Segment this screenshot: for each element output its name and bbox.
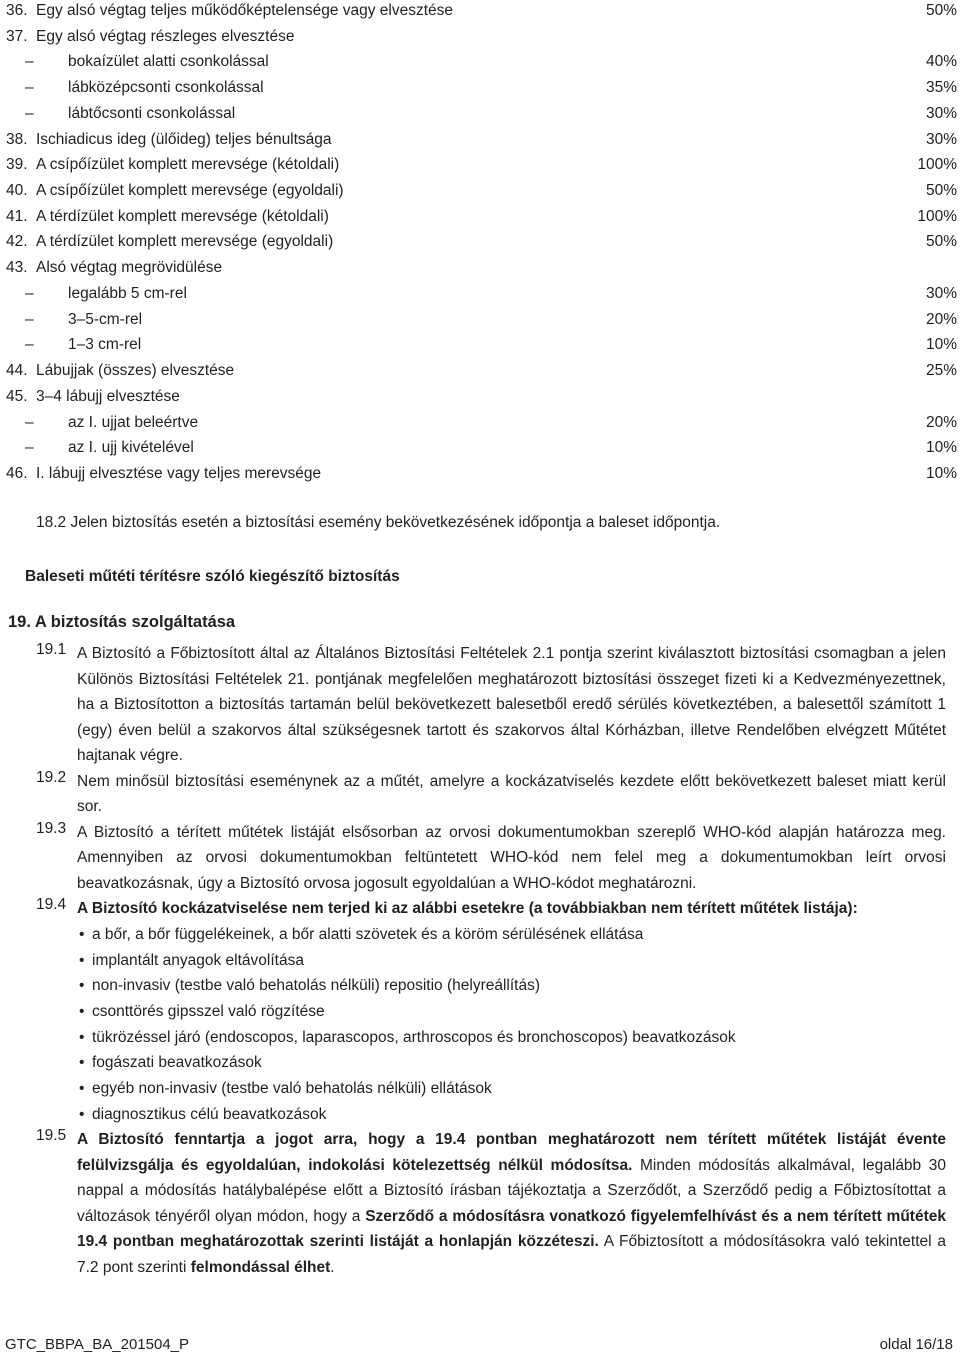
list-item — [6, 334, 960, 356]
item-text: lábtőcsonti csonkolással — [68, 104, 236, 122]
list-item — [6, 206, 960, 228]
clause-text: Nem minősül biztosítási eseménynek az a műtét, amelyre a kockázatviselés kezdete előtt bekövetkezett baleset miatt kerül sor. — [77, 772, 946, 815]
item-percentage: 40% — [925, 53, 957, 71]
clause-19-2 — [36, 769, 946, 820]
item-number: 44. — [6, 362, 28, 380]
item-number: 43. — [6, 259, 28, 277]
bullet-item — [36, 922, 936, 948]
bullet-dot-icon: • — [79, 1028, 85, 1046]
clause-number: 19.3 — [36, 819, 67, 837]
item-number: 38. — [6, 130, 28, 148]
item-text: A csípőízület komplett merevsége (kétoldali) — [36, 156, 340, 174]
bullet-text: a bőr, a bőr függelékeinek, a bőr alatti szövetek és a köröm sérülésének ellátása — [92, 926, 644, 943]
bullet-item — [36, 1050, 936, 1076]
item-number: 45. — [6, 387, 28, 405]
bullet-text: non-invasiv (testbe való behatolás nélküli) repositio (helyreállítás) — [92, 977, 541, 995]
page-footer — [5, 1336, 953, 1356]
bullet-text: tükrözéssel járó (endoscopos, laparascopos, arthroscopos és bronchoscopos) beavatkozások — [92, 1028, 736, 1046]
list-item — [6, 0, 960, 22]
bullet-item — [36, 999, 936, 1025]
dash-marker: – — [25, 310, 34, 328]
bold-text: felmondással élhet — [190, 1258, 331, 1276]
item-text: I. lábujj elvesztése vagy teljes merevsége — [36, 464, 322, 482]
bullet-text: implantált anyagok eltávolítása — [92, 951, 304, 969]
supplement-title: Baleseti műtéti térítésre szóló kiegészítő biztosítás — [25, 568, 400, 585]
list-item — [6, 129, 960, 151]
bullet-text: egyéb non-invasiv (testbe való behatolás nélküli) ellátások — [92, 1080, 492, 1098]
item-text: Egy alsó végtag teljes működőképtelensége vagy elvesztése — [36, 2, 454, 19]
item-percentage: 30% — [925, 130, 957, 148]
list-item — [6, 386, 960, 408]
bullet-item — [36, 948, 936, 974]
clause-text — [77, 1127, 946, 1280]
item-number: 39. — [6, 156, 28, 174]
exclusion-list — [36, 922, 936, 1128]
section-19-body — [36, 641, 946, 922]
dash-marker: – — [25, 413, 34, 431]
clause-19-5 — [36, 1127, 946, 1280]
item-text: Lábujjak (összes) elvesztése — [36, 362, 235, 380]
item-percentage: 35% — [925, 79, 957, 97]
bold-text: Szerződő a módosításra vonatkozó figyelemfelhívást és a nem térített műtétek 19.4 pontban meghatározottak szerinti listáját a honlapján közzéteszi. — [77, 1207, 946, 1250]
list-item — [6, 437, 960, 459]
item-number: 46. — [6, 464, 28, 482]
list-item — [6, 77, 960, 99]
clause-number: 19.5 — [36, 1127, 67, 1144]
dash-marker: – — [25, 79, 34, 97]
item-percentage: 100% — [917, 156, 957, 174]
list-item — [6, 463, 960, 485]
item-text: az I. ujj kivételével — [68, 439, 194, 457]
clause-19-5-block — [36, 1127, 946, 1280]
document-code: GTC_BBPA_BA_201504_P — [5, 1336, 190, 1353]
item-percentage: 10% — [925, 439, 957, 457]
clause-19-1 — [36, 641, 946, 769]
bullet-text: diagnosztikus célú beavatkozások — [92, 1105, 327, 1123]
item-text: A csípőízület komplett merevsége (egyoldali) — [36, 182, 344, 200]
list-item — [6, 283, 960, 305]
item-percentage: 100% — [917, 207, 957, 225]
list-item — [6, 180, 960, 202]
item-number: 37. — [6, 27, 28, 45]
bullet-item — [36, 973, 936, 999]
clause-19-4 — [36, 896, 946, 922]
bullet-dot-icon: • — [79, 1003, 85, 1021]
item-text: Alsó végtag megrövidülése — [36, 259, 223, 277]
item-text: Egy alsó végtag részleges elvesztése — [36, 27, 295, 45]
list-item — [6, 51, 960, 73]
list-item — [6, 26, 960, 48]
list-item — [6, 154, 960, 176]
item-text: bokaízület alatti csonkolással — [68, 53, 269, 71]
item-text: 1–3 cm-rel — [68, 336, 142, 354]
item-percentage: 20% — [925, 413, 957, 431]
item-percentage: 10% — [925, 336, 957, 354]
dash-marker: – — [25, 104, 34, 122]
list-item — [6, 103, 960, 125]
item-number: 36. — [6, 2, 28, 19]
item-text: Ischiadicus ideg (ülőideg) teljes bénultsága — [36, 130, 332, 148]
clause-number: 19.2 — [36, 768, 67, 786]
dash-marker: – — [25, 439, 34, 457]
clause-text: A Biztosító a térített műtétek listáját elsősorban az orvosi dokumentumokban szereplő WHO-kód alapján határozza meg. Amennyiben az orvosi dokumentumokban feltüntetett WHO-kód nem felel meg a dokumentumokban leírt orvosi beavatkozásnak, úgy a Biztosító orvosa jogosult egyoldalúan a WHO-kódot meghatározni. — [77, 823, 946, 892]
bold-text: A Biztosító fenntartja a jogot arra, hogy a 19.4 pontban meghatározott nem térített műtétek listáját évente felülvizsgálja és egyoldalúan, indokolási kötelezettség nélkül módosítsa. — [77, 1131, 946, 1174]
bullet-dot-icon: • — [79, 1080, 85, 1098]
bullet-dot-icon: • — [79, 926, 85, 943]
item-percentage: 25% — [925, 362, 957, 380]
bullet-text: fogászati beavatkozások — [92, 1054, 262, 1072]
bullet-dot-icon: • — [79, 1105, 85, 1123]
bullet-item — [36, 1076, 936, 1102]
bullet-text: csonttörés gipsszel való rögzítése — [92, 1003, 325, 1021]
item-percentage: 50% — [925, 233, 957, 251]
bullet-dot-icon: • — [79, 1054, 85, 1072]
bullet-dot-icon: • — [79, 977, 85, 995]
clause-text: A Biztosító kockázatviselése nem terjed ki az alábbi esetekre (a továbbiakban nem térített műtétek listája): — [77, 900, 858, 917]
item-text: A térdízület komplett merevsége (kétoldali) — [36, 207, 329, 225]
bullet-item — [36, 1102, 936, 1128]
plain-text: . — [330, 1258, 335, 1276]
item-text: A térdízület komplett merevsége (egyoldali) — [36, 233, 334, 251]
item-percentage: 30% — [925, 284, 957, 302]
item-text: legalább 5 cm-rel — [68, 284, 187, 302]
plain-text: A Főbiztosított a módosításokra való tekintettel a 7.2 pont szerinti — [77, 1233, 946, 1276]
item-percentage: 50% — [925, 182, 957, 200]
clause-19-3 — [36, 820, 946, 897]
item-percentage: 30% — [925, 104, 957, 122]
item-percentage: 10% — [925, 464, 957, 482]
item-text: lábközépcsonti csonkolással — [68, 79, 264, 97]
clause-number: 19.4 — [36, 896, 67, 913]
clause-number: 19.1 — [36, 641, 67, 658]
plain-text: Minden módosítás alkalmával, legalább 30 nappal a módosítás hatálybalépése előtt a Biztosító írásban tájékoztatja a Szerződőt, a Szerződő pedig a Főbiztosítottat a változások tényéről olyan módon, hogy a — [77, 1156, 946, 1225]
list-item — [6, 360, 960, 382]
paragraph-18-2: 18.2 Jelen biztosítás esetén a biztosítási esemény bekövetkezésének időpontja a baleset időpontja. — [36, 514, 721, 531]
bullet-dot-icon: • — [79, 951, 85, 969]
list-item — [6, 412, 960, 434]
dash-marker: – — [25, 53, 34, 71]
item-number: 42. — [6, 233, 28, 251]
dash-marker: – — [25, 284, 34, 302]
item-text: 3–4 lábujj elvesztése — [36, 387, 180, 405]
item-text: az I. ujjat beleértve — [68, 413, 199, 431]
item-text: 3–5-cm-rel — [68, 310, 143, 328]
section-19-title: 19. A biztosítás szolgáltatása — [8, 613, 236, 631]
item-number: 41. — [6, 207, 28, 225]
list-item — [6, 309, 960, 331]
item-percentage: 20% — [925, 310, 957, 328]
list-item — [6, 257, 960, 279]
item-number: 40. — [6, 182, 28, 200]
clause-text: A Biztosító a Főbiztosított által az Általános Biztosítási Feltételek 2.1 pontja szerint kiválasztott biztosítási csomagban a jelen Különös Biztosítási Feltételek 21. pontjának megfelelően meghatározott biztosítási összeget fizeti ki a Kedvezményezettnek, ha a Biztosítotton a biztosítás tartamán belül bekövetkezett balesetből eredő sérülés következtében, a balesettől számított 1 (egy) éven belül a szakorvos által szükségesnek tartott és szakorvos által Kórházban, illetve Rendelőben elvégzett Műtétet hajtanak végre. — [77, 645, 946, 764]
bullet-item — [36, 1025, 936, 1051]
dash-marker: – — [25, 336, 34, 354]
list-item — [6, 231, 960, 253]
page-number: oldal 16/18 — [879, 1336, 953, 1353]
item-percentage: 50% — [925, 2, 957, 19]
